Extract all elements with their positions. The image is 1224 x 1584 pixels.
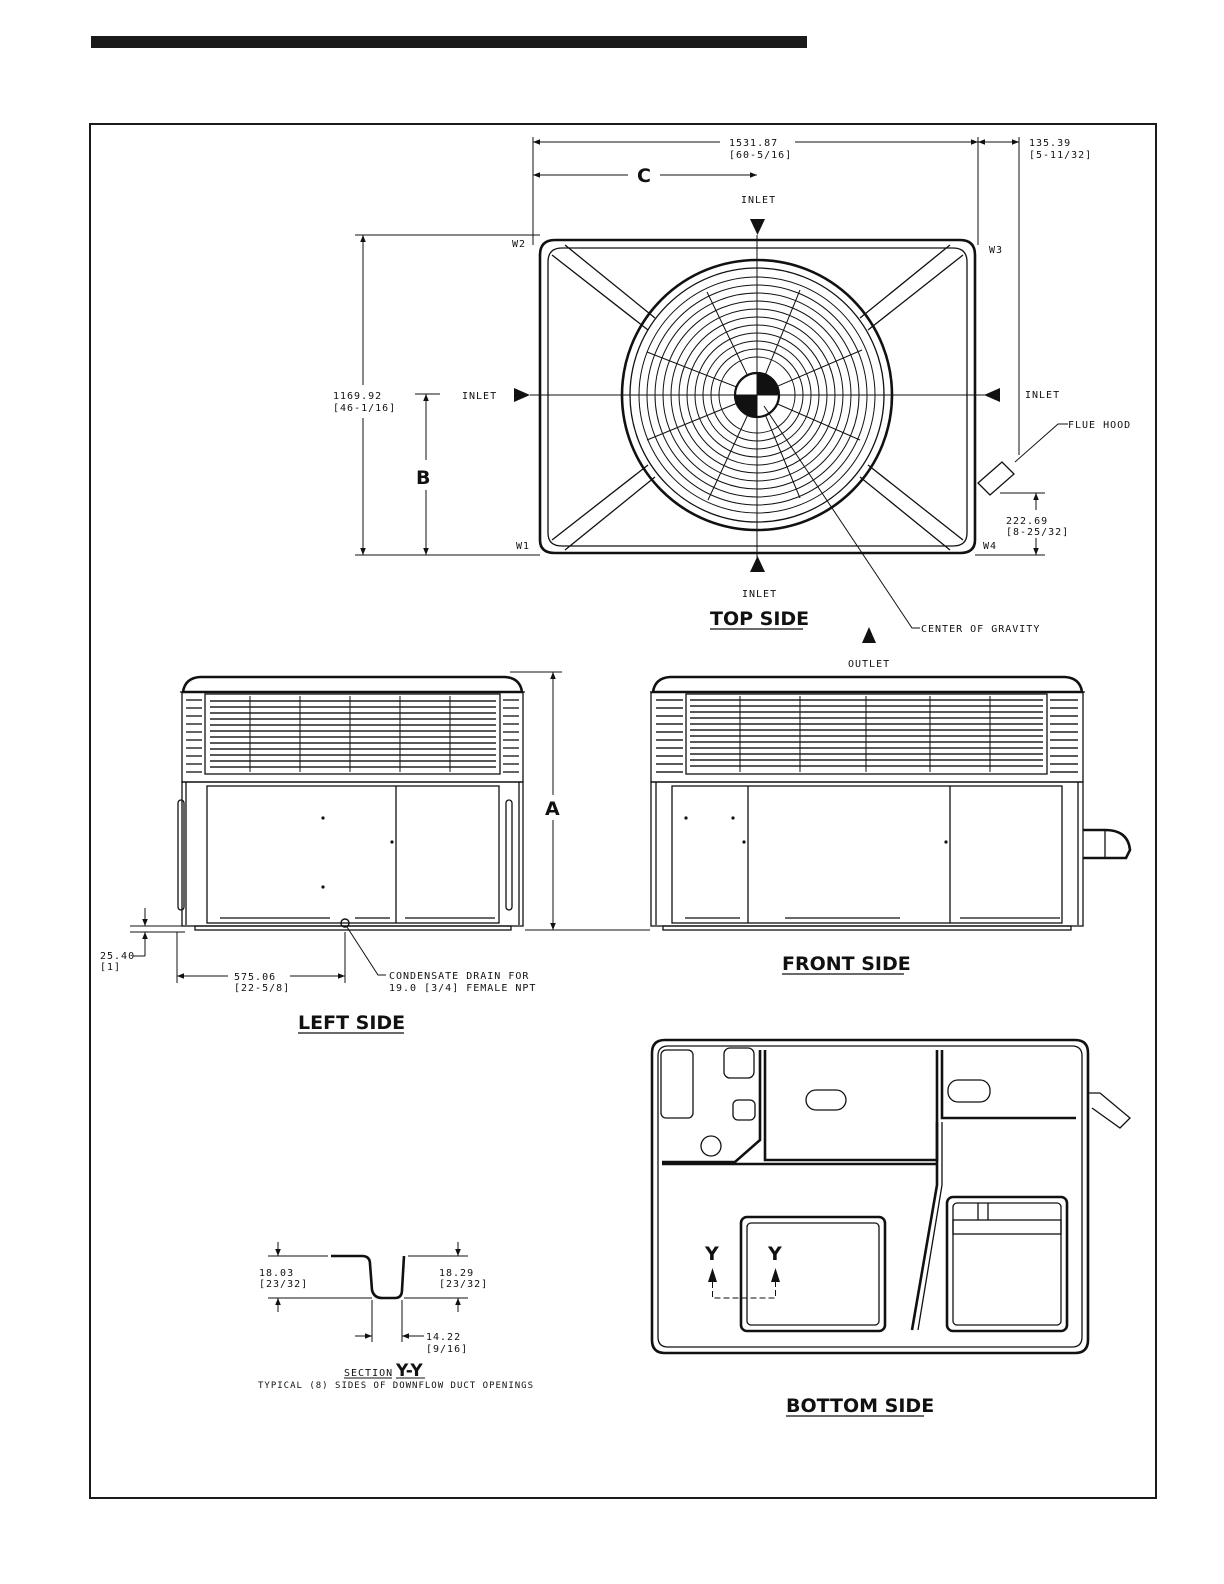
outlet-label: OUTLET <box>848 659 891 670</box>
section-dim-bottom: 14.22 <box>426 1332 462 1343</box>
section-y-right: Y <box>768 1243 782 1265</box>
corner-w2: W2 <box>512 239 527 250</box>
left-drain-dim: 575.06 <box>234 972 277 983</box>
drain-note-line2: 19.0 [3/4] FEMALE NPT <box>389 983 537 994</box>
flue-dim: 222.69 <box>1006 516 1049 527</box>
front-side-title: FRONT SIDE <box>782 953 911 975</box>
left-base-dim-in: [1] <box>100 962 122 973</box>
label-b: B <box>416 467 431 489</box>
label-c: C <box>637 165 651 187</box>
top-depth-dim: 1169.92 <box>333 391 383 402</box>
inlet-top-arrow <box>750 219 765 235</box>
section-y-y <box>258 1242 534 1391</box>
section-y-left: Y <box>705 1243 719 1265</box>
front-side-view <box>650 677 1130 975</box>
bottom-flue-hood <box>1088 1093 1130 1128</box>
outlet-arrow <box>862 627 876 643</box>
top-depth-dim-in: [46-1/16] <box>333 403 397 414</box>
flue-hood-label: FLUE HOOD <box>1068 420 1132 431</box>
top-offset-dim-in: [5-11/32] <box>1029 150 1093 161</box>
inlet-left-arrow <box>514 388 530 402</box>
inlet-bottom-arrow <box>750 556 765 572</box>
section-dim-right: 18.29 <box>439 1268 475 1279</box>
left-side-view <box>100 672 650 1034</box>
bottom-side-title: BOTTOM SIDE <box>786 1395 935 1417</box>
inlet-right-label: INLET <box>1025 390 1061 401</box>
top-side-title: TOP SIDE <box>710 608 810 630</box>
center-of-gravity-label: CENTER OF GRAVITY <box>921 624 1041 635</box>
top-width-dim-in: [60-5/16] <box>729 150 793 161</box>
top-side-view <box>333 137 1131 635</box>
bottom-side-view <box>652 1040 1130 1417</box>
section-label: Y-Y <box>396 1361 423 1381</box>
left-drain-dim-in: [22-5/8] <box>234 983 291 994</box>
label-a: A <box>545 798 560 820</box>
flue-pipe <box>1083 830 1130 858</box>
flue-hood-shape <box>978 462 1014 495</box>
inlet-left-label: INLET <box>462 391 498 402</box>
corner-w4: W4 <box>983 541 998 552</box>
section-dim-left-in: [23/32] <box>259 1279 309 1290</box>
left-base-dim: 25.40 <box>100 951 136 962</box>
inlet-top-label: INLET <box>741 195 777 206</box>
inlet-right-arrow <box>984 388 1000 402</box>
inlet-bottom-label: INLET <box>742 589 778 600</box>
corner-w1: W1 <box>516 541 531 552</box>
left-side-title: LEFT SIDE <box>298 1012 406 1034</box>
section-dim-bottom-in: [9/16] <box>426 1344 469 1355</box>
top-width-dim: 1531.87 <box>729 138 779 149</box>
section-dim-left: 18.03 <box>259 1268 295 1279</box>
drain-note-line1: CONDENSATE DRAIN FOR <box>389 971 530 982</box>
top-offset-dim: 135.39 <box>1029 138 1072 149</box>
left-louvers <box>210 701 496 767</box>
section-dim-right-in: [23/32] <box>439 1279 489 1290</box>
flue-dim-in: [8-25/32] <box>1006 527 1070 538</box>
section-note: TYPICAL (8) SIDES OF DOWNFLOW DUCT OPENINGS <box>258 1381 534 1391</box>
section-label-prefix: SECTION <box>344 1368 394 1379</box>
corner-w3: W3 <box>989 245 1004 256</box>
